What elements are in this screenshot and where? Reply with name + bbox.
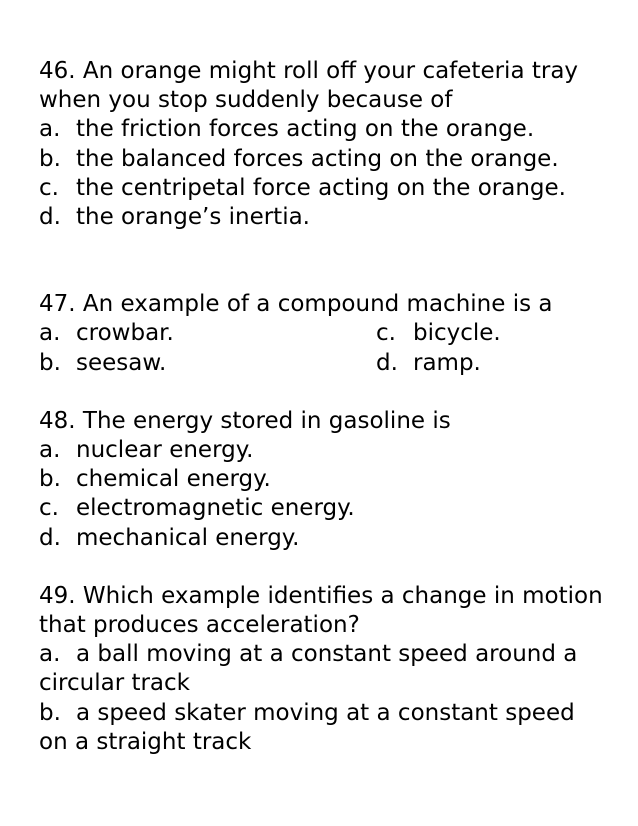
answer-option-b[interactable]: [39, 699, 609, 757]
question-47: [39, 290, 609, 378]
answer-option-c[interactable]: [39, 494, 609, 523]
option-text: a ball moving at a constant speed around a circular track: [39, 641, 578, 697]
option-letter: d.: [39, 204, 61, 231]
option-letter: b.: [39, 466, 61, 493]
answer-option-c[interactable]: [39, 174, 609, 203]
option-letter: b.: [39, 145, 61, 172]
answer-row: [39, 349, 609, 378]
answer-option-a[interactable]: [39, 319, 376, 348]
option-text: crowbar.: [76, 320, 174, 347]
option-letter: d.: [376, 349, 398, 376]
option-letter: a.: [39, 116, 61, 143]
question-49: [39, 582, 609, 757]
answer-row: [39, 319, 609, 348]
option-text: bicycle.: [413, 320, 501, 347]
option-text: seesaw.: [76, 349, 167, 376]
option-text: the centripetal force acting on the orange.: [76, 174, 566, 201]
option-text: electromagnetic energy.: [76, 495, 355, 522]
question-stem: 47. An example of a compound machine is a: [39, 291, 553, 318]
option-text: chemical energy.: [76, 466, 271, 493]
answer-option-d[interactable]: [39, 203, 609, 232]
question-stem: 48. The energy stored in gasoline is: [39, 407, 451, 434]
question-stem: 46. An orange might roll off your cafeteria tray when you stop suddenly because of: [39, 58, 579, 114]
answer-option-d[interactable]: [376, 349, 481, 378]
answer-option-a[interactable]: [39, 436, 609, 465]
option-letter: c.: [39, 174, 59, 201]
question-48: [39, 407, 609, 553]
option-text: nuclear energy.: [76, 437, 254, 464]
option-text: ramp.: [413, 349, 481, 376]
answer-option-c[interactable]: [376, 319, 501, 348]
option-letter: b.: [39, 699, 61, 726]
option-letter: d.: [39, 524, 61, 551]
question-46: [39, 57, 609, 232]
answer-option-b[interactable]: [39, 145, 609, 174]
option-letter: a.: [39, 641, 61, 668]
option-letter: c.: [376, 320, 396, 347]
answer-option-b[interactable]: [39, 465, 609, 494]
answer-option-d[interactable]: [39, 524, 609, 553]
option-text: the friction forces acting on the orange.: [76, 116, 535, 143]
answer-option-a[interactable]: [39, 640, 609, 698]
option-text: mechanical energy.: [76, 524, 300, 551]
option-letter: a.: [39, 437, 61, 464]
answer-option-a[interactable]: [39, 115, 609, 144]
option-letter: b.: [39, 349, 61, 376]
option-text: the orange’s inertia.: [76, 204, 310, 231]
option-text: the balanced forces acting on the orange.: [76, 145, 559, 172]
worksheet-page: [39, 57, 609, 757]
answer-option-b[interactable]: [39, 349, 376, 378]
option-letter: a.: [39, 320, 61, 347]
question-stem: 49. Which example identifies a change in motion that produces acceleration?: [39, 582, 603, 639]
option-letter: c.: [39, 495, 59, 522]
option-text: a speed skater moving at a constant speed on a straight track: [39, 699, 575, 755]
